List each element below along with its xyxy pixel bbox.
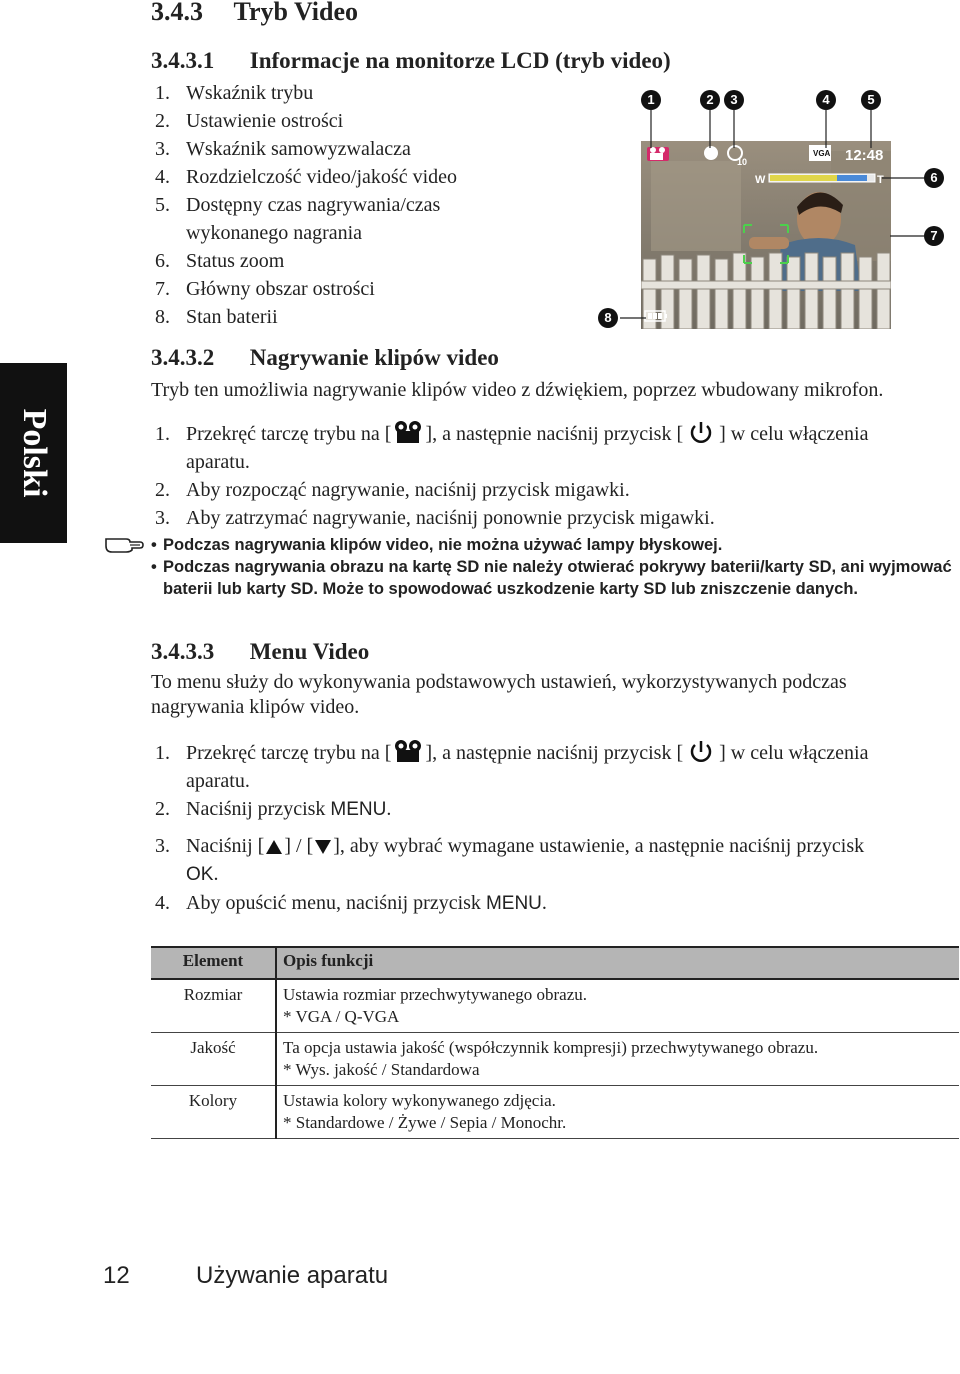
footer-title: Używanie aparatu	[196, 1262, 389, 1289]
power-icon	[688, 739, 714, 763]
column-header-description: Opis funkcji	[276, 947, 959, 979]
cell-element: Rozmiar	[151, 979, 276, 1033]
cell-description: Ustawia kolory wykonywanego zdjęcia. * Standardowe / Żywe / Sepia / Monochr.	[276, 1086, 959, 1139]
subsection-title: Nagrywanie klipów video	[249, 345, 499, 370]
subsection-heading-menu	[151, 639, 369, 665]
callout-6: 6	[924, 168, 944, 188]
list-item: 3. Aby zatrzymać nagrywanie, naciśnij ponownie przycisk migawki.	[155, 507, 715, 529]
list-item: 4. Rozdzielczość video/jakość video	[155, 166, 458, 188]
section-number: 3.4.3	[151, 0, 203, 26]
callout-2: 2	[700, 90, 720, 110]
video-mode-icon	[391, 739, 425, 763]
pointing-hand-icon	[104, 531, 144, 553]
list-item: 2. Ustawienie ostrości	[155, 110, 344, 132]
list-item: 1. Wskaźnik trybu	[155, 82, 314, 104]
list-item: 5. Dostępny czas nagrywania/czas wykonanego nagrania	[155, 194, 441, 244]
time-label: 12:48	[845, 147, 884, 164]
section-heading	[151, 0, 358, 27]
subsection-number: 3.4.3.2	[151, 345, 215, 370]
svg-text:W: W	[755, 174, 766, 186]
subsection-heading-recording	[151, 345, 499, 371]
note-item: • Podczas nagrywania obrazu na kartę SD nie należy otwierać pokrywy baterii/karty SD, ani wyjmować baterii lub karty SD. Może to spowodować uszkodzenie karty SD lub zniszczenie danych.	[151, 556, 960, 600]
list-item: 8. Stan baterii	[155, 306, 278, 328]
page-number: 12	[103, 1262, 130, 1289]
svg-text:T: T	[877, 174, 884, 186]
list-item: 7. Główny obszar ostrości	[155, 278, 375, 300]
list-item: 2. Aby rozpocząć nagrywanie, naciśnij przycisk migawki.	[155, 479, 630, 501]
callout-4: 4	[816, 90, 836, 110]
cell-description: Ta opcja ustawia jakość (współczynnik kompresji) przechwytywanego obrazu. * Wys. jakość / Standardowa	[276, 1033, 959, 1086]
list-item: 2. Naciśnij przycisk MENU.	[155, 798, 392, 820]
list-item: 1. Przekręć tarczę trybu na [ ], a następnie naciśnij przycisk [ ] w celu włączenia aparatu.	[151, 420, 960, 476]
cell-element: Jakość	[151, 1033, 276, 1086]
cell-element: Kolory	[151, 1086, 276, 1139]
section-title: Tryb Video	[233, 0, 359, 26]
language-tab	[0, 363, 67, 543]
list-item: 6. Status zoom	[155, 250, 285, 272]
callout-7: 7	[924, 226, 944, 246]
callout-5: 5	[861, 90, 881, 110]
table-row	[151, 1033, 959, 1086]
table-row	[151, 1086, 959, 1139]
menu-intro: To menu służy do wykonywania podstawowych ustawień, wykorzystywanych podczas nagrywania klipów video.	[151, 671, 847, 718]
subsection-title: Menu Video	[249, 639, 370, 664]
callout-leader-lines	[590, 86, 960, 336]
subsection-number: 3.4.3.3	[151, 639, 215, 664]
column-header-element: Element	[151, 947, 276, 979]
video-mode-icon	[391, 420, 425, 444]
subsection-heading-lcd	[151, 48, 671, 74]
callout-3: 3	[724, 90, 744, 110]
language-label: Polski	[15, 408, 53, 498]
callout-8: 8	[598, 308, 618, 328]
recording-intro: Tryb ten umożliwia nagrywanie klipów video z dźwiękiem, poprzez wbudowany mikrofon.	[151, 379, 884, 401]
ok-button-label: OK	[186, 864, 214, 885]
list-item: 1. Przekręć tarczę trybu na [ ], a następnie naciśnij przycisk [ ] w celu włączenia aparatu.	[151, 739, 960, 795]
lcd-info-list	[151, 79, 491, 331]
video-menu-table	[151, 946, 959, 1139]
note-item: • Podczas nagrywania klipów video, nie można używać lampy błyskowej.	[151, 534, 960, 556]
list-item: 3. Naciśnij [ ] / [ ], aby wybrać wymagane ustawienie, a następnie naciśnij przycisk OK.	[155, 835, 865, 885]
cell-description: Ustawia rozmiar przechwytywanego obrazu. * VGA / Q-VGA	[276, 979, 959, 1033]
list-item: 3. Wskaźnik samowyzwalacza	[155, 138, 411, 160]
subsection-number: 3.4.3.1	[151, 48, 215, 73]
table-row	[151, 979, 959, 1033]
menu-button-label: MENU	[485, 893, 542, 914]
menu-button-label: MENU	[330, 799, 387, 820]
resolution-label: VGA	[813, 149, 831, 158]
arrow-up-icon	[264, 838, 284, 856]
table-header-row	[151, 947, 959, 979]
power-icon	[688, 420, 714, 444]
subsection-title: Informacje na monitorze LCD (tryb video)	[249, 48, 671, 73]
recording-steps	[151, 420, 960, 532]
callout-1: 1	[641, 90, 661, 110]
list-item: 4. Aby opuścić menu, naciśnij przycisk MENU.	[155, 892, 547, 914]
lcd-illustration	[590, 86, 960, 336]
timer-label: 10	[737, 157, 748, 167]
notes-block	[151, 534, 960, 600]
menu-steps	[151, 739, 960, 918]
arrow-down-icon	[313, 838, 333, 856]
